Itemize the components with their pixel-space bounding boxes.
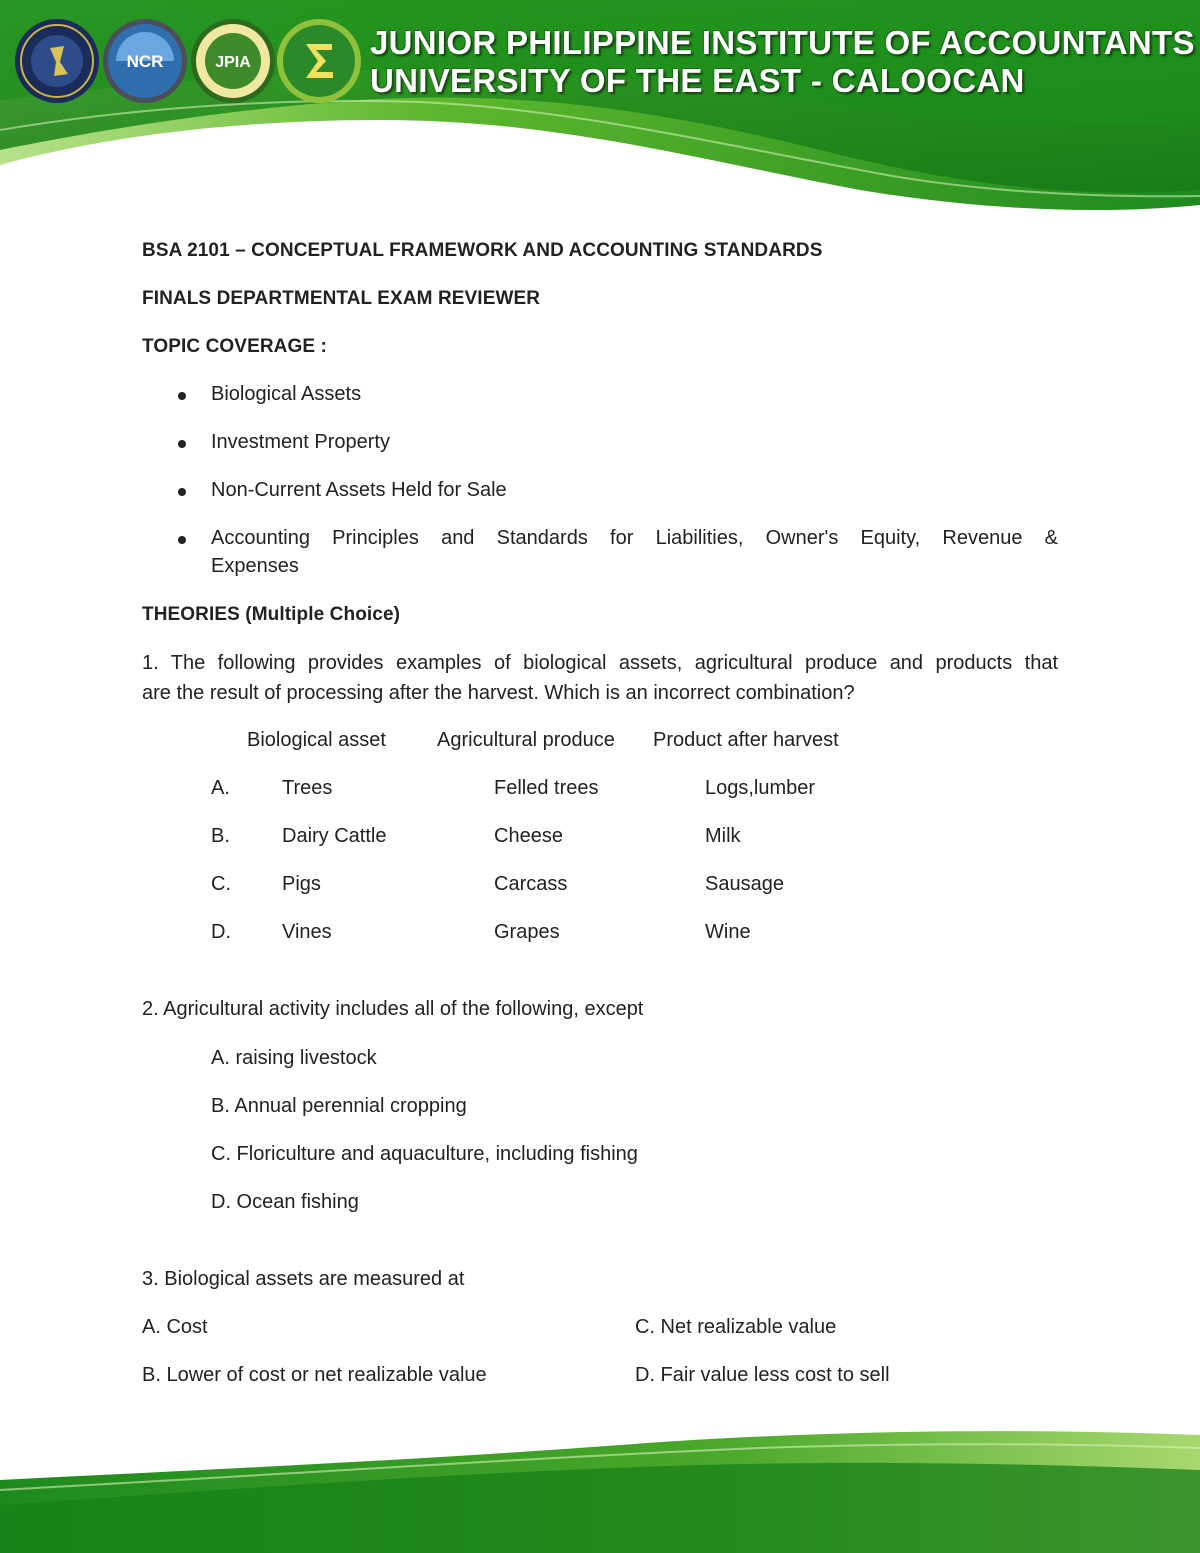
q2-option: D. Ocean fishing	[211, 1191, 359, 1213]
bullet-icon	[178, 536, 186, 544]
q2-option: C. Floriculture and aquaculture, including fishing	[211, 1143, 638, 1165]
row-asset: Dairy Cattle	[282, 825, 387, 847]
q1-text-continued: are the result of processing after the harvest. Which is an incorrect combination?	[142, 682, 855, 704]
coverage-item: Accounting Principles and Standards for Liabilities, Owner's Equity, Revenue &	[211, 527, 1058, 549]
q2-option: B. Annual perennial cropping	[211, 1095, 467, 1117]
row-product: Sausage	[705, 873, 784, 895]
row-produce: Carcass	[494, 873, 568, 895]
coverage-item: Investment Property	[211, 431, 390, 453]
q3-option: A. Cost	[142, 1316, 208, 1338]
option-letter: B.	[211, 825, 230, 847]
row-produce: Cheese	[494, 825, 563, 847]
course-title: BSA 2101 – CONCEPTUAL FRAMEWORK AND ACCOUNTING STANDARDS	[142, 240, 823, 261]
option-letter: A.	[211, 777, 230, 799]
row-produce: Grapes	[494, 921, 560, 943]
row-asset: Pigs	[282, 873, 321, 895]
ncr-logo-icon	[102, 18, 188, 104]
exam-title: FINALS DEPARTMENTAL EXAM REVIEWER	[142, 288, 541, 309]
row-asset: Vines	[282, 921, 332, 943]
q2-text: 2. Agricultural activity includes all of the following, except	[142, 998, 644, 1020]
jpia-logo-text: JPIA	[215, 54, 251, 71]
jpia-logo-icon	[190, 18, 276, 104]
q2-option: A. raising livestock	[211, 1047, 377, 1069]
q3-option: D. Fair value less cost to sell	[635, 1364, 890, 1386]
q3-option: B. Lower of cost or net realizable value	[142, 1364, 487, 1386]
option-letter: D.	[211, 921, 231, 943]
footer-banner	[0, 1410, 1200, 1553]
org-line-1: JUNIOR PHILIPPINE INSTITUTE OF ACCOUNTANTS	[370, 24, 1195, 61]
organization-name	[370, 24, 1195, 100]
coverage-item: Biological Assets	[211, 383, 362, 405]
bullet-icon	[178, 392, 186, 400]
bullet-icon	[178, 488, 186, 496]
option-letter: C.	[211, 873, 231, 895]
ncr-logo-text: NCR	[126, 52, 164, 71]
q1-text: 1. The following provides examples of biological assets, agricultural produce and products that	[142, 652, 1058, 674]
row-product: Wine	[705, 921, 751, 943]
q3-option: C. Net realizable value	[635, 1316, 837, 1338]
q1-header-asset: Biological asset	[247, 729, 386, 751]
q3-text: 3. Biological assets are measured at	[142, 1268, 465, 1290]
row-product: Logs,lumber	[705, 777, 816, 799]
coverage-label: TOPIC COVERAGE :	[142, 336, 327, 357]
row-product: Milk	[705, 825, 741, 847]
bullet-icon	[178, 440, 186, 448]
sigma-logo-icon	[276, 18, 362, 104]
org-line-2: UNIVERSITY OF THE EAST - CALOOCAN	[370, 62, 1025, 99]
q1-header-product: Product after harvest	[653, 729, 839, 751]
coverage-item-continued: Expenses	[211, 555, 299, 577]
row-produce: Felled trees	[494, 777, 599, 799]
q1-header-produce: Agricultural produce	[437, 729, 615, 751]
theories-label: THEORIES (Multiple Choice)	[142, 604, 401, 625]
row-asset: Trees	[282, 777, 333, 799]
seal-logo-icon	[14, 18, 100, 104]
coverage-item: Non-Current Assets Held for Sale	[211, 479, 507, 501]
